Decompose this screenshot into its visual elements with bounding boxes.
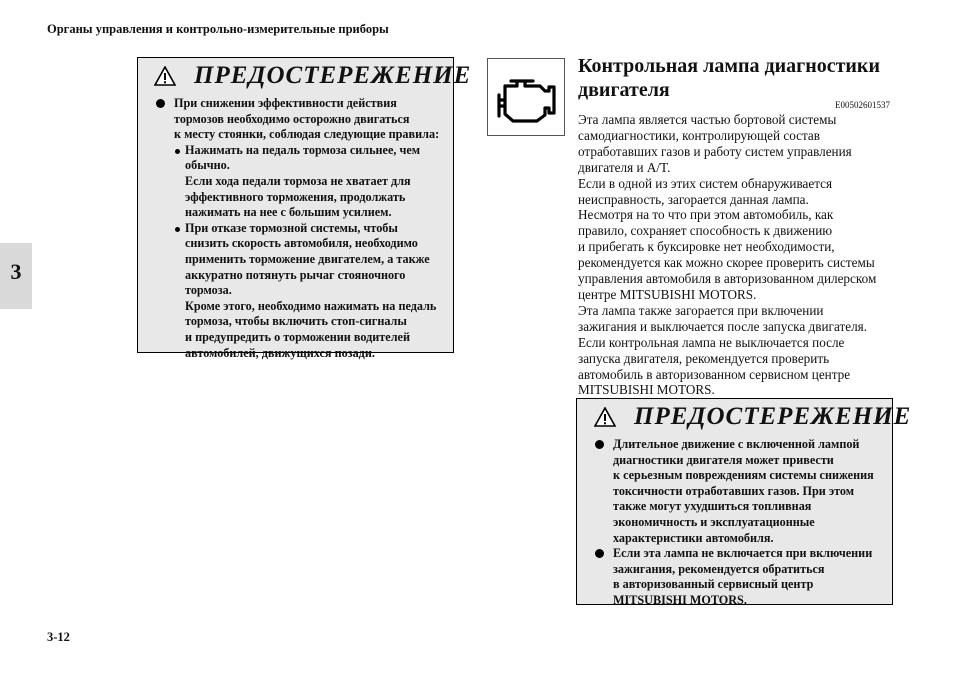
text-line: управления автомобиля в авторизованном дилерском [578,271,877,287]
text-line: также могут ухудшиться топливная [613,499,812,514]
warning-sub-bullet [138,221,453,361]
text-line: При отказе тормозной системы, чтобы [185,220,398,235]
warning-bullet [577,437,892,546]
check-engine-icon [488,59,566,137]
text-line: экономичность и эксплуатационные [613,514,815,529]
text-line: тормоза. [185,283,232,298]
text-line: Эта лампа также загорается при включении [578,302,824,318]
warning-body [577,437,892,609]
warning-header [577,403,912,437]
page-number: 3-12 [47,630,70,644]
text-line: Если контрольная лампа не выключается после [578,334,845,350]
bullet-dot [595,440,604,449]
chapter-number: 3 [10,259,22,284]
warning-bullet [577,546,892,608]
text-line: тормоза, чтобы включить стоп-сигналы [185,314,407,329]
warning-sub-bullet [138,143,453,221]
warning-box-brakes [137,57,472,360]
warning-triangle-icon [154,66,176,86]
section-title [578,54,880,102]
text-line: к месту стоянки, соблюдая следующие правила: [174,127,440,142]
text-line: и предупредить о торможении водителей [185,329,410,344]
text-line: самодиагностики, контролирующей состав [578,127,820,143]
text-line: запуска двигателя, рекомендуется проверить [578,350,830,366]
text-line: к серьезным повреждениям системы снижения [613,468,874,483]
warning-bullet [138,96,453,143]
text-line: центре MITSUBISHI MOTORS. [578,286,757,302]
warning-title: ПРЕДОСТЕРЕЖЕНИЕ [194,62,472,89]
bullet-dot [156,99,165,108]
text-line: MITSUBISHI MOTORS. [578,382,715,398]
warning-header [138,62,472,96]
text-line: токсичности отработавших газов. При этом [613,483,855,498]
bullet-dot [175,149,180,154]
bullet-dot [175,227,180,232]
text-line: Кроме этого, необходимо нажимать на педаль [185,298,437,313]
running-head: Органы управления и контрольно-измерительные приборы [47,22,389,36]
warning-body [138,96,453,361]
text-line: диагностики двигателя может привести [613,452,834,467]
section-body [578,112,898,398]
text-line: Нажимать на педаль тормоза сильнее, чем [185,142,421,157]
text-line: Если в одной из этих систем обнаруживается [578,175,833,191]
warning-title: ПРЕДОСТЕРЕЖЕНИЕ [634,403,912,430]
text-line: характеристики автомобиля. [613,530,774,545]
bullet-dot [595,549,604,558]
title-line: Контрольная лампа диагностики [578,55,880,77]
text-line: отработавших газов и работу систем управления [578,143,852,159]
text-line: снизить скорость автомобиля, необходимо [185,236,418,251]
text-line: MITSUBISHI MOTORS. [613,592,747,607]
text-line: в авторизованный сервисный центр [613,577,814,592]
text-line: эффективного торможения, продолжать [185,189,406,204]
text-line: Длительное движение с включенной лампой [613,437,860,451]
text-line: неисправность, загорается данная лампа. [578,191,809,207]
text-line: двигателя и A/T. [578,159,671,175]
text-line: и прибегать к буксировке нет необходимости, [578,239,835,255]
text-line: автомобилей, движущихся позади. [185,345,375,360]
warning-box-engine-lamp [576,398,912,607]
chapter-tab [0,243,32,309]
text-line: Если хода педали тормоза не хватает для [185,173,411,188]
text-line: При снижении эффективности действия [174,96,397,110]
text-line: автомобиль в авторизованном сервисном центре [578,366,851,382]
text-line: нажимать на нее с большим усилием. [185,205,392,220]
text-line: правило, сохраняет способность к движению [578,223,833,239]
text-line: обычно. [185,158,230,173]
text-line: зажигания, рекомендуется обратиться [613,561,825,576]
text-line: тормозов необходимо осторожно двигаться [174,111,410,126]
text-line: применить торможение двигателем, а также [185,251,430,266]
text-line: Эта лампа является частью бортовой системы [578,112,837,127]
text-line: аккуратно потянуть рычаг стояночного [185,267,406,282]
title-line: двигателя [578,79,670,101]
text-line: Если эта лампа не включается при включении [613,546,873,561]
warning-triangle-icon [594,407,616,427]
text-line: Несмотря на то что при этом автомобиль, как [578,207,834,223]
text-line: рекомендуется как можно скорее проверить системы [578,255,875,271]
text-line: зажигания и выключается после запуска двигателя. [578,318,868,334]
check-engine-icon-box [487,58,565,136]
section-code: E00502601537 [835,100,890,110]
